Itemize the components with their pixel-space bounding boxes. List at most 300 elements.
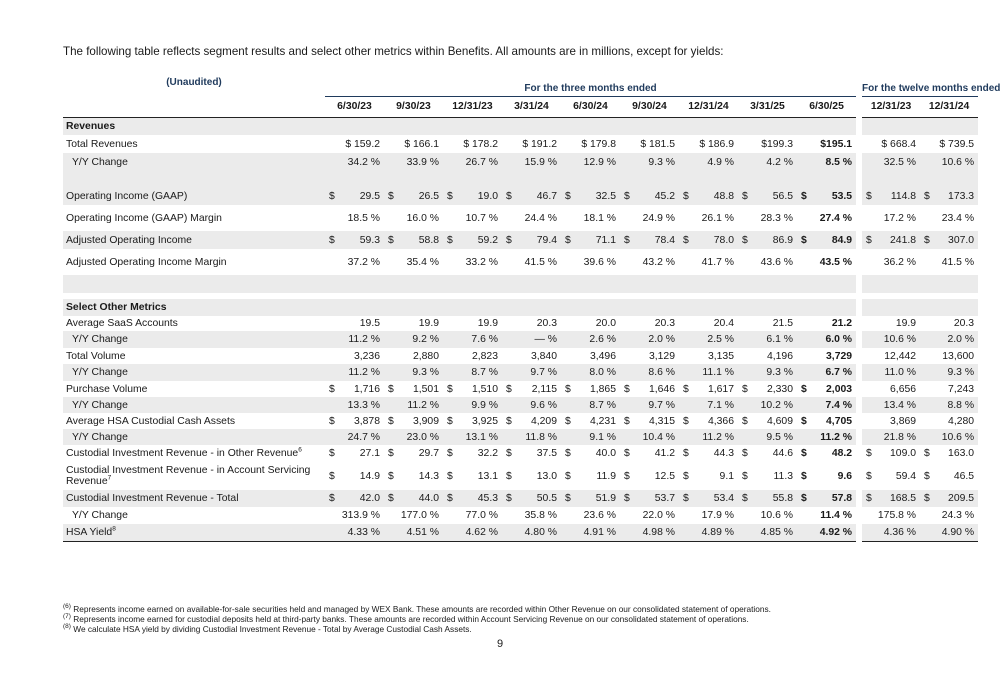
dollar-sign: $ <box>506 383 512 395</box>
value-text: 11.1 % <box>702 367 734 378</box>
value-text: 41.5 % <box>941 256 975 268</box>
value-cell <box>384 364 443 381</box>
value-text: 2.0 % <box>648 334 675 345</box>
value-text: 9.6 <box>837 470 853 482</box>
value-text: 2,880 <box>412 350 439 362</box>
table-row <box>63 462 978 490</box>
row-label-text: Average SaaS Accounts <box>66 318 178 329</box>
value-text: 4.92 % <box>819 526 853 538</box>
value-text: $ 166.1 <box>404 138 439 150</box>
value-cell <box>797 187 856 205</box>
value-cell <box>443 135 502 153</box>
footnote <box>63 624 771 634</box>
footnote-ref: 7 <box>107 474 112 482</box>
dollar-sign: $ <box>742 234 748 246</box>
value-text: 23.0 % <box>406 431 439 443</box>
dollar-sign: $ <box>565 493 571 504</box>
value-cell <box>679 187 738 205</box>
value-cell <box>502 524 561 541</box>
value-text: 43.6 % <box>760 256 793 268</box>
date-header: 12/31/23 <box>862 96 920 117</box>
value-cell <box>325 331 384 348</box>
value-cell <box>862 413 920 429</box>
dollar-sign: $ <box>329 190 335 202</box>
value-text: 2.6 % <box>589 334 616 345</box>
dollar-sign: $ <box>329 470 335 482</box>
dollar-sign: $ <box>388 190 394 202</box>
value-text: 53.5 <box>831 190 853 202</box>
table-row <box>63 364 978 381</box>
value-text: 32.2 <box>477 448 498 459</box>
value-text: 6,656 <box>890 383 917 395</box>
value-text: 33.9 % <box>406 156 439 168</box>
value-text: 20.3 <box>654 318 675 329</box>
dollar-sign: $ <box>683 470 689 482</box>
value-text: 20.0 <box>595 318 616 329</box>
value-text: 13.1 % <box>465 431 498 443</box>
dollar-sign: $ <box>565 415 571 427</box>
value-text: 41.7 % <box>701 256 734 268</box>
value-cell <box>325 205 384 231</box>
value-text: $ 181.5 <box>640 138 675 150</box>
value-text: 23.4 % <box>941 212 975 224</box>
dollar-sign: $ <box>866 190 872 202</box>
value-cell <box>620 316 679 331</box>
value-cell <box>862 507 920 524</box>
value-text: 4.51 % <box>406 526 439 538</box>
value-text: 3,236 <box>353 350 380 362</box>
value-cell <box>384 429 443 445</box>
value-cell <box>502 445 561 462</box>
value-cell <box>443 249 502 275</box>
value-cell <box>620 445 679 462</box>
value-text: 43.5 % <box>819 256 853 268</box>
value-text: 3,925 <box>471 415 498 427</box>
dollar-sign: $ <box>683 383 689 395</box>
value-cell <box>862 135 920 153</box>
footnotes <box>63 604 771 635</box>
value-cell <box>738 462 797 490</box>
value-text: $ 186.9 <box>699 138 734 150</box>
value-text: 9.3 % <box>766 367 793 378</box>
table-row <box>63 316 978 331</box>
row-label <box>63 429 325 445</box>
row-label <box>63 153 325 171</box>
dollar-sign: $ <box>624 493 630 504</box>
value-cell <box>797 445 856 462</box>
value-cell <box>738 135 797 153</box>
value-cell <box>620 413 679 429</box>
value-text: 11.4 % <box>820 510 853 521</box>
row-label <box>63 187 325 205</box>
dollar-sign: $ <box>742 470 748 482</box>
dollar-sign: $ <box>801 415 807 427</box>
table-row <box>63 153 978 171</box>
value-text: 9.6 % <box>530 399 557 411</box>
value-cell <box>620 524 679 541</box>
value-text: 48.2 <box>831 448 853 459</box>
value-text: 19.0 <box>477 190 498 202</box>
value-text: 11.9 <box>596 470 616 482</box>
value-cell <box>561 135 620 153</box>
dollar-sign: $ <box>624 234 630 246</box>
value-text: 4.91 % <box>583 526 616 538</box>
table-row <box>63 348 978 364</box>
value-cell <box>862 249 920 275</box>
value-cell <box>561 429 620 445</box>
dollar-sign: $ <box>506 190 512 202</box>
value-text: 6.1 % <box>766 334 793 345</box>
dollar-sign: $ <box>329 234 335 246</box>
value-cell <box>443 524 502 541</box>
value-cell <box>502 316 561 331</box>
value-text: 20.3 <box>536 318 557 329</box>
value-cell <box>384 205 443 231</box>
value-text: 21.2 <box>831 318 853 329</box>
value-cell <box>862 187 920 205</box>
value-cell <box>502 205 561 231</box>
value-text: 1,865 <box>589 383 616 395</box>
value-text: 35.8 % <box>524 510 557 521</box>
value-text: 17.2 % <box>883 212 917 224</box>
dollar-sign: $ <box>742 190 748 202</box>
value-text: 24.4 % <box>524 212 557 224</box>
value-text: $ 191.2 <box>522 138 557 150</box>
section-header: Select Other Metrics <box>63 299 325 316</box>
value-text: 9.3 % <box>412 367 439 378</box>
value-cell <box>443 429 502 445</box>
value-text: 12.9 % <box>583 156 616 168</box>
dollar-sign: $ <box>447 383 453 395</box>
benefits-segment-table <box>63 68 1000 542</box>
row-label <box>63 316 325 331</box>
row-label <box>63 507 325 524</box>
value-text: 53.7 <box>654 493 675 504</box>
value-cell <box>443 331 502 348</box>
value-cell <box>620 187 679 205</box>
dollar-sign: $ <box>866 448 872 459</box>
row-label <box>63 135 325 153</box>
dollar-sign: $ <box>801 190 807 202</box>
value-text: 35.4 % <box>406 256 439 268</box>
value-cell <box>920 462 978 490</box>
value-cell <box>561 187 620 205</box>
dollar-sign: $ <box>624 383 630 395</box>
value-text: 4.62 % <box>465 526 498 538</box>
value-cell <box>443 507 502 524</box>
table-row <box>63 413 978 429</box>
value-text: 15.9 % <box>524 156 557 168</box>
value-text: 19.9 <box>895 318 917 329</box>
value-cell <box>443 316 502 331</box>
value-cell <box>679 249 738 275</box>
value-cell <box>862 429 920 445</box>
value-cell <box>679 507 738 524</box>
value-text: 57.8 <box>831 493 853 504</box>
value-text: 4.2 % <box>766 156 793 168</box>
dollar-sign: $ <box>683 234 689 246</box>
value-cell <box>502 187 561 205</box>
dollar-sign: $ <box>624 448 630 459</box>
value-cell <box>920 249 978 275</box>
value-cell <box>797 364 856 381</box>
value-text: 12.5 <box>654 470 675 482</box>
value-text: 41.5 % <box>524 256 557 268</box>
value-text: 42.0 <box>359 493 380 504</box>
value-cell <box>797 231 856 249</box>
value-cell <box>862 364 920 381</box>
value-cell <box>620 490 679 507</box>
value-text: 4.85 % <box>760 526 793 538</box>
dollar-sign: $ <box>801 234 807 246</box>
date-header: 3/31/25 <box>738 96 797 117</box>
dollar-sign: $ <box>924 190 930 202</box>
value-text: 3,840 <box>530 350 557 362</box>
value-cell <box>738 413 797 429</box>
value-text: 4,366 <box>707 415 734 427</box>
value-text: 9.1 % <box>589 431 616 443</box>
value-text: 2,115 <box>531 383 557 395</box>
value-text: 14.3 <box>418 470 439 482</box>
value-cell <box>443 381 502 397</box>
dollar-sign: $ <box>801 470 807 482</box>
value-cell <box>920 429 978 445</box>
value-cell <box>862 153 920 171</box>
value-text: 4.90 % <box>941 526 975 538</box>
dollar-sign: $ <box>388 234 394 246</box>
value-cell <box>502 231 561 249</box>
value-text: 313.9 % <box>341 510 380 521</box>
value-text: 13.1 <box>477 470 498 482</box>
value-text: 209.5 <box>948 493 975 504</box>
dollar-sign: $ <box>506 470 512 482</box>
value-cell <box>797 462 856 490</box>
value-cell <box>738 231 797 249</box>
value-cell <box>920 397 978 413</box>
value-text: 6.7 % <box>825 367 853 378</box>
dollar-sign: $ <box>683 415 689 427</box>
value-cell <box>920 205 978 231</box>
value-cell <box>384 153 443 171</box>
value-cell <box>325 413 384 429</box>
value-text: 8.6 % <box>648 367 675 378</box>
value-cell <box>561 445 620 462</box>
value-text: 51.9 <box>595 493 616 504</box>
value-text: 10.4 % <box>642 431 675 443</box>
value-cell <box>561 490 620 507</box>
value-text: 11.2 % <box>348 367 380 378</box>
footnote <box>63 614 771 624</box>
value-cell <box>384 187 443 205</box>
value-text: 9.1 <box>719 470 734 482</box>
table-row <box>63 445 978 462</box>
value-text: — % <box>534 334 557 345</box>
value-cell <box>738 153 797 171</box>
value-cell <box>679 316 738 331</box>
value-cell <box>920 348 978 364</box>
row-label-text: Y/Y Change <box>72 334 128 345</box>
value-text: 241.8 <box>890 234 917 246</box>
value-text: 19.9 <box>477 318 498 329</box>
value-cell <box>561 381 620 397</box>
date-header: 12/31/24 <box>679 96 738 117</box>
value-text: 17.9 % <box>701 510 734 521</box>
value-text: 53.4 <box>713 493 734 504</box>
value-text: 1,510 <box>471 383 498 395</box>
table-row <box>63 331 978 348</box>
value-text: 24.7 % <box>347 431 380 443</box>
value-text: 11.2 % <box>820 431 853 443</box>
value-text: 177.0 % <box>400 510 439 521</box>
value-cell <box>384 462 443 490</box>
dollar-sign: $ <box>624 470 630 482</box>
value-cell <box>325 348 384 364</box>
value-cell <box>679 205 738 231</box>
row-label-text: Y/Y Change <box>72 399 128 411</box>
value-cell <box>738 445 797 462</box>
dollar-sign: $ <box>447 470 453 482</box>
value-text: 45.3 <box>477 493 498 504</box>
footnote-mark: (8) <box>63 623 71 631</box>
row-label-text: Custodial Investment Revenue - in Other Revenue <box>66 448 299 459</box>
value-text: 9.3 % <box>648 156 675 168</box>
dollar-sign: $ <box>624 190 630 202</box>
value-cell <box>561 397 620 413</box>
value-text: 3,878 <box>353 415 380 427</box>
value-text: 3,496 <box>589 350 616 362</box>
value-text: 86.9 <box>772 234 793 246</box>
row-label <box>63 381 325 397</box>
value-cell <box>620 364 679 381</box>
value-cell <box>738 381 797 397</box>
value-cell <box>679 397 738 413</box>
value-cell <box>325 462 384 490</box>
value-cell <box>738 507 797 524</box>
date-header: 3/31/24 <box>502 96 561 117</box>
value-text: 14.9 <box>359 470 380 482</box>
value-cell <box>679 135 738 153</box>
value-text: 46.5 <box>953 470 975 482</box>
value-text: 4,231 <box>589 415 616 427</box>
dollar-sign: $ <box>683 493 689 504</box>
value-text: 4.89 % <box>701 526 734 538</box>
value-cell <box>443 364 502 381</box>
value-text: 7.1 % <box>707 399 734 411</box>
row-label-text: Operating Income (GAAP) Margin <box>66 212 222 224</box>
value-text: 59.2 <box>477 234 498 246</box>
value-cell <box>443 462 502 490</box>
value-cell <box>561 462 620 490</box>
value-text: 7,243 <box>948 383 975 395</box>
row-label-text: Custodial Investment Revenue - in Account Servicing Revenue <box>66 465 311 487</box>
value-text: 55.8 <box>772 493 793 504</box>
value-cell <box>502 153 561 171</box>
value-text: 175.8 % <box>877 510 917 521</box>
dollar-sign: $ <box>624 415 630 427</box>
table-row <box>63 507 978 524</box>
value-cell <box>502 135 561 153</box>
value-cell <box>862 381 920 397</box>
value-text: 8.8 % <box>947 399 975 411</box>
value-text: 34.2 % <box>347 156 380 168</box>
value-cell <box>502 249 561 275</box>
value-cell <box>797 507 856 524</box>
value-text: 10.6 % <box>941 156 975 168</box>
value-text: 24.9 % <box>642 212 675 224</box>
value-cell <box>561 153 620 171</box>
row-label <box>63 413 325 429</box>
value-text: 1,646 <box>648 383 675 395</box>
table-row <box>63 397 978 413</box>
value-text: 48.8 <box>713 190 734 202</box>
row-label-text: Y/Y Change <box>72 431 128 443</box>
value-text: 36.2 % <box>883 256 917 268</box>
value-cell <box>679 445 738 462</box>
value-cell <box>620 429 679 445</box>
value-cell <box>862 524 920 541</box>
value-cell <box>679 429 738 445</box>
value-cell <box>325 524 384 541</box>
value-cell <box>384 413 443 429</box>
dollar-sign: $ <box>742 415 748 427</box>
value-cell <box>797 205 856 231</box>
value-cell <box>325 445 384 462</box>
value-text: 4,209 <box>530 415 557 427</box>
value-text: 4.33 % <box>347 526 380 538</box>
value-cell <box>862 348 920 364</box>
value-text: 1,501 <box>412 383 439 395</box>
dollar-sign: $ <box>866 493 872 504</box>
intro-text: The following table reflects segment results and select other metrics within Benefits. All amounts are in millions, except for yields: <box>63 45 724 58</box>
dollar-sign: $ <box>866 470 872 482</box>
value-text: 20.4 <box>713 318 734 329</box>
value-cell <box>797 249 856 275</box>
value-cell <box>862 205 920 231</box>
value-cell <box>679 413 738 429</box>
row-label <box>63 445 325 462</box>
dollar-sign: $ <box>447 415 453 427</box>
value-cell <box>738 316 797 331</box>
value-text: 10.7 % <box>465 212 498 224</box>
date-header: 6/30/24 <box>561 96 620 117</box>
value-cell <box>920 364 978 381</box>
value-text: 10.6 % <box>941 431 975 443</box>
dollar-sign: $ <box>924 234 930 246</box>
value-text: 4,315 <box>648 415 675 427</box>
value-cell <box>738 397 797 413</box>
value-text: 11.8 % <box>525 431 557 443</box>
dollar-sign: $ <box>329 415 335 427</box>
footnote-text: We calculate HSA yield by dividing Custodial Investment Revenue - Total by Average Custodial Cash Assets. <box>70 624 472 635</box>
value-cell <box>384 316 443 331</box>
value-cell <box>679 348 738 364</box>
row-label-text: Custodial Investment Revenue - Total <box>66 493 239 504</box>
value-text: 3,909 <box>412 415 439 427</box>
dollar-sign: $ <box>924 493 930 504</box>
value-text: 10.2 % <box>760 399 793 411</box>
value-cell <box>384 135 443 153</box>
value-cell <box>561 524 620 541</box>
value-text: 1,716 <box>353 383 380 395</box>
value-cell <box>502 381 561 397</box>
value-cell <box>738 249 797 275</box>
row-label-text: Y/Y Change <box>72 510 128 521</box>
value-cell <box>620 153 679 171</box>
value-cell <box>325 231 384 249</box>
value-text: $ 179.8 <box>581 138 616 150</box>
table-row <box>63 524 978 541</box>
row-label-text: Purchase Volume <box>66 383 148 395</box>
